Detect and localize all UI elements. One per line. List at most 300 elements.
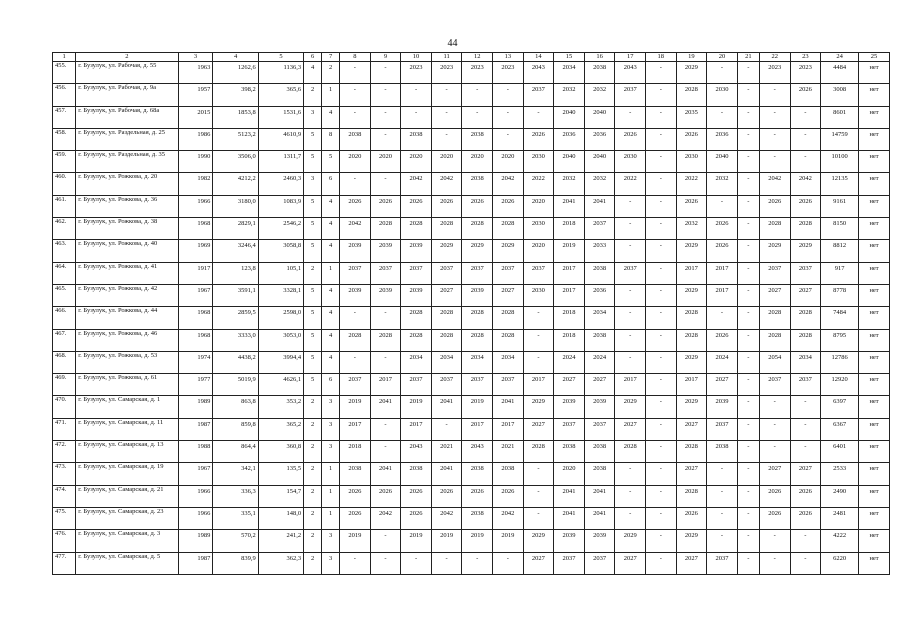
value-cell: 8 bbox=[322, 128, 340, 150]
value-cell: - bbox=[523, 307, 554, 329]
address-cell: г. Бузулук, ул. Рожкова, д. 36 bbox=[76, 195, 178, 217]
value-cell: - bbox=[462, 106, 493, 128]
value-cell: нет bbox=[859, 173, 890, 195]
value-cell: 1967 bbox=[178, 284, 213, 306]
value-cell: 2028 bbox=[401, 307, 432, 329]
value-cell: - bbox=[707, 530, 738, 552]
value-cell: 2041 bbox=[584, 507, 615, 529]
value-cell: - bbox=[707, 507, 738, 529]
table-row bbox=[53, 62, 890, 84]
value-cell: 2029 bbox=[759, 240, 790, 262]
value-cell: 2038 bbox=[554, 441, 585, 463]
value-cell: 2028 bbox=[431, 307, 462, 329]
value-cell: 2018 bbox=[554, 329, 585, 351]
value-cell: 2 bbox=[304, 530, 322, 552]
value-cell: 2029 bbox=[523, 396, 554, 418]
value-cell: 2039 bbox=[340, 240, 371, 262]
value-cell: 2041 bbox=[554, 195, 585, 217]
value-cell: 105,1 bbox=[258, 262, 303, 284]
row-number-cell: 464. bbox=[53, 262, 76, 284]
value-cell: - bbox=[462, 552, 493, 574]
value-cell: 2026 bbox=[707, 240, 738, 262]
value-cell: нет bbox=[859, 262, 890, 284]
value-cell: 135,5 bbox=[258, 463, 303, 485]
value-cell: 4626,1 bbox=[258, 374, 303, 396]
value-cell: 2026 bbox=[462, 485, 493, 507]
value-cell: 2020 bbox=[370, 151, 401, 173]
value-cell: 2039 bbox=[554, 530, 585, 552]
value-cell: 2027 bbox=[523, 418, 554, 440]
value-cell: 2023 bbox=[759, 62, 790, 84]
value-cell: 5 bbox=[304, 351, 322, 373]
value-cell: - bbox=[707, 62, 738, 84]
value-cell: 2040 bbox=[554, 106, 585, 128]
address-cell: г. Бузулук, ул. Рабочая, д. 68а bbox=[76, 106, 178, 128]
value-cell: 5 bbox=[304, 151, 322, 173]
column-header: 11 bbox=[431, 53, 462, 62]
value-cell: 3058,8 bbox=[258, 240, 303, 262]
value-cell: 4484 bbox=[821, 62, 859, 84]
value-cell: 2039 bbox=[554, 396, 585, 418]
value-cell: 2034 bbox=[401, 351, 432, 373]
value-cell: 2034 bbox=[462, 351, 493, 373]
table-row bbox=[53, 441, 890, 463]
value-cell: 2018 bbox=[554, 307, 585, 329]
row-number-cell: 456. bbox=[53, 84, 76, 106]
value-cell: 2028 bbox=[759, 218, 790, 240]
value-cell: - bbox=[790, 530, 821, 552]
value-cell: 3591,1 bbox=[213, 284, 258, 306]
table-row bbox=[53, 351, 890, 373]
value-cell: 2034 bbox=[493, 351, 524, 373]
row-number-cell: 455. bbox=[53, 62, 76, 84]
value-cell: - bbox=[737, 62, 759, 84]
value-cell: 3 bbox=[322, 396, 340, 418]
value-cell: 3328,1 bbox=[258, 284, 303, 306]
value-cell: 3180,0 bbox=[213, 195, 258, 217]
value-cell: 6 bbox=[322, 173, 340, 195]
row-number-cell: 463. bbox=[53, 240, 76, 262]
value-cell: 2026 bbox=[790, 195, 821, 217]
value-cell: 2026 bbox=[759, 485, 790, 507]
value-cell: 2042 bbox=[790, 173, 821, 195]
table-row bbox=[53, 151, 890, 173]
value-cell: 2028 bbox=[401, 218, 432, 240]
column-header: 14 bbox=[523, 53, 554, 62]
value-cell: 2027 bbox=[615, 418, 646, 440]
address-cell: г. Бузулук, ул. Рожкова, д. 40 bbox=[76, 240, 178, 262]
value-cell: 2028 bbox=[790, 307, 821, 329]
value-cell: 2027 bbox=[790, 284, 821, 306]
value-cell: 2041 bbox=[554, 507, 585, 529]
value-cell: 1311,7 bbox=[258, 151, 303, 173]
value-cell: 2598,0 bbox=[258, 307, 303, 329]
value-cell: - bbox=[370, 84, 401, 106]
value-cell: 2023 bbox=[431, 62, 462, 84]
value-cell: - bbox=[615, 195, 646, 217]
value-cell: 2042 bbox=[759, 173, 790, 195]
value-cell: 2028 bbox=[493, 218, 524, 240]
row-number-cell: 470. bbox=[53, 396, 76, 418]
value-cell: 2032 bbox=[554, 173, 585, 195]
value-cell: 4 bbox=[322, 307, 340, 329]
value-cell: 2041 bbox=[493, 396, 524, 418]
value-cell: 5 bbox=[322, 151, 340, 173]
value-cell: 2026 bbox=[431, 485, 462, 507]
value-cell: 2040 bbox=[584, 151, 615, 173]
value-cell: - bbox=[645, 552, 676, 574]
value-cell: 2034 bbox=[790, 351, 821, 373]
address-cell: г. Бузулук, ул. Самарская, д. 11 bbox=[76, 418, 178, 440]
value-cell: 2027 bbox=[431, 284, 462, 306]
value-cell: 2024 bbox=[707, 351, 738, 373]
value-cell: 2027 bbox=[676, 552, 707, 574]
value-cell: 6397 bbox=[821, 396, 859, 418]
address-cell: г. Бузулук, ул. Рожкова, д. 41 bbox=[76, 262, 178, 284]
value-cell: 3 bbox=[322, 552, 340, 574]
value-cell: 2029 bbox=[676, 284, 707, 306]
value-cell: нет bbox=[859, 441, 890, 463]
value-cell: 2026 bbox=[401, 195, 432, 217]
value-cell: 2027 bbox=[707, 374, 738, 396]
value-cell: 2038 bbox=[462, 173, 493, 195]
value-cell: 2032 bbox=[584, 84, 615, 106]
value-cell: 2017 bbox=[370, 374, 401, 396]
value-cell: 2026 bbox=[370, 485, 401, 507]
value-cell: нет bbox=[859, 530, 890, 552]
value-cell: 4 bbox=[322, 329, 340, 351]
value-cell: 2 bbox=[304, 84, 322, 106]
value-cell: - bbox=[645, 463, 676, 485]
value-cell: 2481 bbox=[821, 507, 859, 529]
value-cell: 2829,1 bbox=[213, 218, 258, 240]
column-header: 2 bbox=[76, 53, 178, 62]
value-cell: - bbox=[645, 151, 676, 173]
value-cell: нет bbox=[859, 240, 890, 262]
value-cell: 2036 bbox=[584, 128, 615, 150]
value-cell: 2022 bbox=[523, 173, 554, 195]
value-cell: 6 bbox=[322, 374, 340, 396]
value-cell: 2026 bbox=[707, 329, 738, 351]
value-cell: 2043 bbox=[401, 441, 432, 463]
value-cell: 2026 bbox=[615, 128, 646, 150]
value-cell: 2036 bbox=[554, 128, 585, 150]
value-cell: нет bbox=[859, 329, 890, 351]
value-cell: 1 bbox=[322, 84, 340, 106]
value-cell: 2041 bbox=[431, 396, 462, 418]
column-header: 18 bbox=[645, 53, 676, 62]
table-row bbox=[53, 552, 890, 574]
value-cell: - bbox=[340, 552, 371, 574]
value-cell: - bbox=[615, 507, 646, 529]
value-cell: нет bbox=[859, 396, 890, 418]
value-cell: 1 bbox=[322, 262, 340, 284]
value-cell: 2042 bbox=[431, 507, 462, 529]
table-row bbox=[53, 128, 890, 150]
value-cell: - bbox=[737, 552, 759, 574]
value-cell: 2028 bbox=[790, 329, 821, 351]
page-number: 44 bbox=[447, 38, 458, 49]
value-cell: 2032 bbox=[584, 173, 615, 195]
value-cell: 362,3 bbox=[258, 552, 303, 574]
value-cell: - bbox=[370, 173, 401, 195]
value-cell: 2037 bbox=[584, 218, 615, 240]
value-cell: 864,4 bbox=[213, 441, 258, 463]
value-cell: 2038 bbox=[340, 128, 371, 150]
column-header: 15 bbox=[554, 53, 585, 62]
value-cell: - bbox=[737, 418, 759, 440]
value-cell: 2037 bbox=[615, 84, 646, 106]
value-cell: 5019,9 bbox=[213, 374, 258, 396]
value-cell: нет bbox=[859, 195, 890, 217]
value-cell: 2042 bbox=[493, 173, 524, 195]
value-cell: - bbox=[645, 441, 676, 463]
value-cell: 2019 bbox=[462, 396, 493, 418]
value-cell: 2029 bbox=[431, 240, 462, 262]
value-cell: 1968 bbox=[178, 307, 213, 329]
value-cell: 360,8 bbox=[258, 441, 303, 463]
value-cell: 2038 bbox=[584, 441, 615, 463]
value-cell: 7484 bbox=[821, 307, 859, 329]
row-number-cell: 469. bbox=[53, 374, 76, 396]
column-header: 16 bbox=[584, 53, 615, 62]
value-cell: - bbox=[370, 62, 401, 84]
value-cell: 2034 bbox=[431, 351, 462, 373]
value-cell: 2028 bbox=[676, 329, 707, 351]
value-cell: 917 bbox=[821, 262, 859, 284]
value-cell: 2 bbox=[304, 507, 322, 529]
value-cell: 5 bbox=[304, 128, 322, 150]
value-cell: - bbox=[790, 128, 821, 150]
value-cell: - bbox=[737, 441, 759, 463]
table-body bbox=[53, 62, 890, 575]
value-cell: 2039 bbox=[370, 240, 401, 262]
column-header: 12 bbox=[462, 53, 493, 62]
value-cell: 2020 bbox=[462, 151, 493, 173]
value-cell: 2042 bbox=[401, 173, 432, 195]
value-cell: 2028 bbox=[790, 218, 821, 240]
address-cell: г. Бузулук, ул. Самарская, д. 3 bbox=[76, 530, 178, 552]
value-cell: - bbox=[401, 552, 432, 574]
value-cell: - bbox=[737, 218, 759, 240]
value-cell: 5 bbox=[304, 374, 322, 396]
value-cell: 2019 bbox=[493, 530, 524, 552]
value-cell: 2022 bbox=[676, 173, 707, 195]
value-cell: 2037 bbox=[759, 374, 790, 396]
value-cell: - bbox=[737, 151, 759, 173]
value-cell: 2020 bbox=[340, 151, 371, 173]
row-number-cell: 457. bbox=[53, 106, 76, 128]
value-cell: 4 bbox=[322, 351, 340, 373]
value-cell: 2039 bbox=[401, 240, 432, 262]
value-cell: 1 bbox=[322, 485, 340, 507]
value-cell: - bbox=[615, 218, 646, 240]
value-cell: 2 bbox=[304, 552, 322, 574]
value-cell: 342,1 bbox=[213, 463, 258, 485]
value-cell: 2029 bbox=[615, 396, 646, 418]
value-cell: 2041 bbox=[584, 195, 615, 217]
value-cell: - bbox=[737, 195, 759, 217]
value-cell: 2019 bbox=[401, 396, 432, 418]
row-number-cell: 462. bbox=[53, 218, 76, 240]
column-header: 19 bbox=[676, 53, 707, 62]
value-cell: 2020 bbox=[523, 195, 554, 217]
value-cell: 570,2 bbox=[213, 530, 258, 552]
value-cell: 8601 bbox=[821, 106, 859, 128]
value-cell: - bbox=[707, 195, 738, 217]
table-row bbox=[53, 262, 890, 284]
value-cell: 2027 bbox=[584, 374, 615, 396]
value-cell: - bbox=[707, 307, 738, 329]
value-cell: 3 bbox=[322, 530, 340, 552]
value-cell: 1531,6 bbox=[258, 106, 303, 128]
value-cell: 2015 bbox=[178, 106, 213, 128]
value-cell: 2034 bbox=[554, 62, 585, 84]
value-cell: - bbox=[645, 351, 676, 373]
value-cell: 2028 bbox=[676, 441, 707, 463]
value-cell: 2030 bbox=[523, 218, 554, 240]
value-cell: 2037 bbox=[431, 374, 462, 396]
table-row bbox=[53, 84, 890, 106]
value-cell: 2028 bbox=[676, 84, 707, 106]
value-cell: 2026 bbox=[401, 485, 432, 507]
value-cell: 2019 bbox=[340, 396, 371, 418]
table-row bbox=[53, 530, 890, 552]
row-number-cell: 458. bbox=[53, 128, 76, 150]
value-cell: 2028 bbox=[759, 307, 790, 329]
value-cell: 1 bbox=[322, 507, 340, 529]
value-cell: 2024 bbox=[584, 351, 615, 373]
value-cell: 2 bbox=[322, 62, 340, 84]
value-cell: 1969 bbox=[178, 240, 213, 262]
value-cell: 2021 bbox=[431, 441, 462, 463]
value-cell: 2020 bbox=[431, 151, 462, 173]
value-cell: нет bbox=[859, 351, 890, 373]
value-cell: 2017 bbox=[554, 284, 585, 306]
value-cell: 2037 bbox=[584, 418, 615, 440]
value-cell: - bbox=[370, 351, 401, 373]
value-cell: 2027 bbox=[554, 374, 585, 396]
value-cell: - bbox=[759, 396, 790, 418]
value-cell: нет bbox=[859, 128, 890, 150]
value-cell: - bbox=[707, 463, 738, 485]
value-cell: 2026 bbox=[790, 485, 821, 507]
value-cell: 2028 bbox=[462, 307, 493, 329]
column-header: 13 bbox=[493, 53, 524, 62]
value-cell: 2027 bbox=[493, 284, 524, 306]
value-cell: 5 bbox=[304, 195, 322, 217]
value-cell: 2028 bbox=[615, 441, 646, 463]
value-cell: 2023 bbox=[493, 62, 524, 84]
value-cell: 6401 bbox=[821, 441, 859, 463]
value-cell: 1853,8 bbox=[213, 106, 258, 128]
table-row bbox=[53, 396, 890, 418]
value-cell: 154,7 bbox=[258, 485, 303, 507]
value-cell: 2029 bbox=[676, 530, 707, 552]
value-cell: 1982 bbox=[178, 173, 213, 195]
address-cell: г. Бузулук, ул. Рожкова, д. 38 bbox=[76, 218, 178, 240]
value-cell: - bbox=[523, 351, 554, 373]
address-cell: г. Бузулук, ул. Самарская, д. 23 bbox=[76, 507, 178, 529]
value-cell: 5 bbox=[304, 329, 322, 351]
value-cell: 2030 bbox=[676, 151, 707, 173]
value-cell: 2041 bbox=[431, 463, 462, 485]
value-cell: - bbox=[340, 307, 371, 329]
value-cell: 2019 bbox=[340, 530, 371, 552]
value-cell: 2026 bbox=[676, 128, 707, 150]
value-cell: 2028 bbox=[370, 218, 401, 240]
value-cell: - bbox=[645, 218, 676, 240]
value-cell: 2039 bbox=[340, 284, 371, 306]
row-number-cell: 467. bbox=[53, 329, 76, 351]
value-cell: - bbox=[615, 240, 646, 262]
value-cell: 4 bbox=[304, 62, 322, 84]
value-cell: 365,2 bbox=[258, 418, 303, 440]
value-cell: 2042 bbox=[431, 173, 462, 195]
value-cell: - bbox=[370, 441, 401, 463]
value-cell: 2029 bbox=[523, 530, 554, 552]
column-header: 5 bbox=[258, 53, 303, 62]
value-cell: 839,9 bbox=[213, 552, 258, 574]
value-cell: 2037 bbox=[615, 262, 646, 284]
value-cell: 2029 bbox=[676, 396, 707, 418]
column-header: 9 bbox=[370, 53, 401, 62]
value-cell: 2026 bbox=[493, 485, 524, 507]
value-cell: нет bbox=[859, 463, 890, 485]
value-cell: - bbox=[401, 84, 432, 106]
row-number-cell: 472. bbox=[53, 441, 76, 463]
value-cell: - bbox=[737, 307, 759, 329]
row-number-cell: 461. bbox=[53, 195, 76, 217]
value-cell: 12786 bbox=[821, 351, 859, 373]
value-cell: 2037 bbox=[554, 418, 585, 440]
value-cell: 3 bbox=[304, 173, 322, 195]
value-cell: 1966 bbox=[178, 507, 213, 529]
value-cell: 2017 bbox=[401, 418, 432, 440]
value-cell: - bbox=[615, 307, 646, 329]
value-cell: 2038 bbox=[584, 463, 615, 485]
value-cell: нет bbox=[859, 374, 890, 396]
value-cell: 2027 bbox=[523, 552, 554, 574]
address-cell: г. Бузулук, ул. Самарская, д. 21 bbox=[76, 485, 178, 507]
table-row bbox=[53, 284, 890, 306]
value-cell: 2038 bbox=[462, 507, 493, 529]
value-cell: 2 bbox=[304, 485, 322, 507]
value-cell: 1974 bbox=[178, 351, 213, 373]
value-cell: 2037 bbox=[462, 374, 493, 396]
address-cell: г. Бузулук, ул. Самарская, д. 1 bbox=[76, 396, 178, 418]
value-cell: 863,8 bbox=[213, 396, 258, 418]
value-cell: - bbox=[737, 173, 759, 195]
value-cell: 2 bbox=[304, 463, 322, 485]
value-cell: 2040 bbox=[707, 151, 738, 173]
value-cell: нет bbox=[859, 62, 890, 84]
value-cell: 2037 bbox=[554, 552, 585, 574]
value-cell: - bbox=[401, 106, 432, 128]
value-cell: - bbox=[615, 485, 646, 507]
value-cell: - bbox=[737, 374, 759, 396]
value-cell: 2037 bbox=[401, 262, 432, 284]
value-cell: 2037 bbox=[340, 374, 371, 396]
value-cell: 2027 bbox=[615, 552, 646, 574]
table-row bbox=[53, 463, 890, 485]
value-cell: 2034 bbox=[584, 307, 615, 329]
value-cell: 2 bbox=[304, 441, 322, 463]
table-row bbox=[53, 240, 890, 262]
value-cell: 4222 bbox=[821, 530, 859, 552]
row-number-cell: 475. bbox=[53, 507, 76, 529]
value-cell: - bbox=[737, 507, 759, 529]
